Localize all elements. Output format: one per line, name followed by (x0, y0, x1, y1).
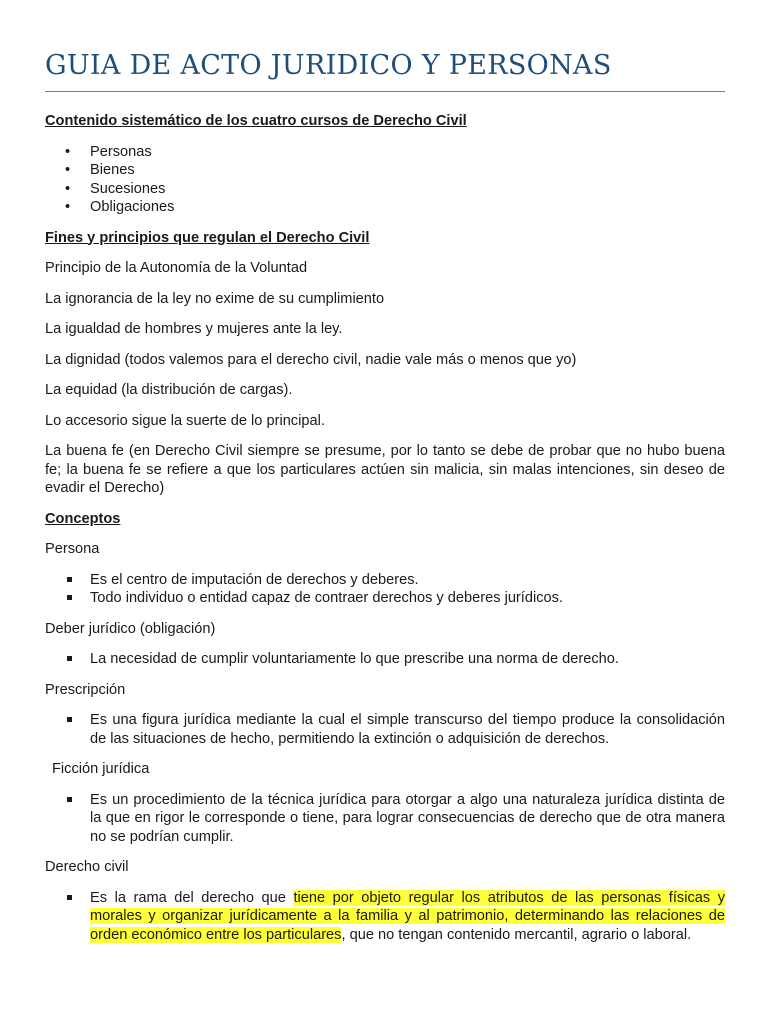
list-item: Es el centro de imputación de derechos y deberes. (45, 571, 725, 590)
document-title: GUIA DE ACTO JURIDICO Y PERSONAS (45, 50, 612, 81)
principle-paragraph: La equidad (la distribución de cargas). (45, 382, 293, 398)
section-heading-fines: Fines y principios que regulan el Derecho Civil (45, 229, 370, 246)
principle-paragraph: Lo accesorio sigue la suerte de lo principal. (45, 412, 325, 429)
concept-term: Deber jurídico (obligación) (45, 620, 216, 637)
course-list (45, 143, 725, 217)
list-item: • Obligaciones (45, 198, 725, 217)
concept-bullets (45, 571, 725, 608)
list-item: Es una figura jurídica mediante la cual el simple transcurso del tiempo produce la consolidación de las situaciones de hecho, permitiendo la extinción o adquisición de derechos. (45, 711, 725, 748)
list-item: • Personas (45, 143, 725, 162)
concept-term: Derecho civil (45, 859, 129, 875)
section-heading-conceptos: Conceptos (45, 510, 121, 527)
list-item: Todo individuo o entidad capaz de contraer derechos y deberes jurídicos. (45, 589, 725, 608)
list-item: • Bienes (45, 161, 725, 180)
concept-term: Prescripción (45, 681, 126, 698)
concept-bullets (45, 711, 725, 748)
section-heading-contenido: Contenido sistemático de los cuatro cursos de Derecho Civil (45, 113, 467, 129)
concept-term: Ficción jurídica (52, 761, 150, 777)
definition-text: , que no tengan contenido mercantil, agrario o laboral. (341, 926, 692, 943)
title-rule (45, 91, 725, 92)
definition-text: Es la rama del derecho que (90, 889, 294, 906)
list-item (45, 889, 725, 945)
principle-paragraph: La igualdad de hombres y mujeres ante la ley. (45, 321, 343, 337)
principle-paragraph: Principio de la Autonomía de la Voluntad (45, 260, 308, 276)
principle-paragraph: La ignorancia de la ley no exime de su cumplimiento (45, 290, 385, 307)
list-item: La necesidad de cumplir voluntariamente lo que prescribe una norma de derecho. (45, 650, 725, 669)
concept-term: Persona (45, 541, 100, 557)
concept-bullets (45, 889, 725, 945)
principle-paragraph: La buena fe (en Derecho Civil siempre se presume, por lo tanto se debe de probar que no hubo buena fe; la buena fe se refiere a que los particulares actúen sin malicia, sin malas intenciones, sin deseo de evadir el Derecho) (45, 443, 725, 496)
list-item: Es un procedimiento de la técnica jurídica para otorgar a algo una naturaleza jurídica distinta de la que en rigor le corresponde o tiene, para lograr consecuencias de derecho que de otra manera no se podrían cumplir. (45, 791, 725, 847)
highlighted-text: tiene por objeto regular los atributos de las personas físicas y morales y organizar jurídicamente a la familia y al patrimonio, determinando las relaciones de orden económico entre los particulares (90, 889, 725, 943)
principle-paragraph: La dignidad (todos valemos para el derecho civil, nadie vale más o menos que yo) (45, 351, 577, 368)
list-item: • Sucesiones (45, 180, 725, 199)
document-body (45, 112, 725, 956)
concept-bullets (45, 650, 725, 669)
concept-bullets (45, 791, 725, 847)
